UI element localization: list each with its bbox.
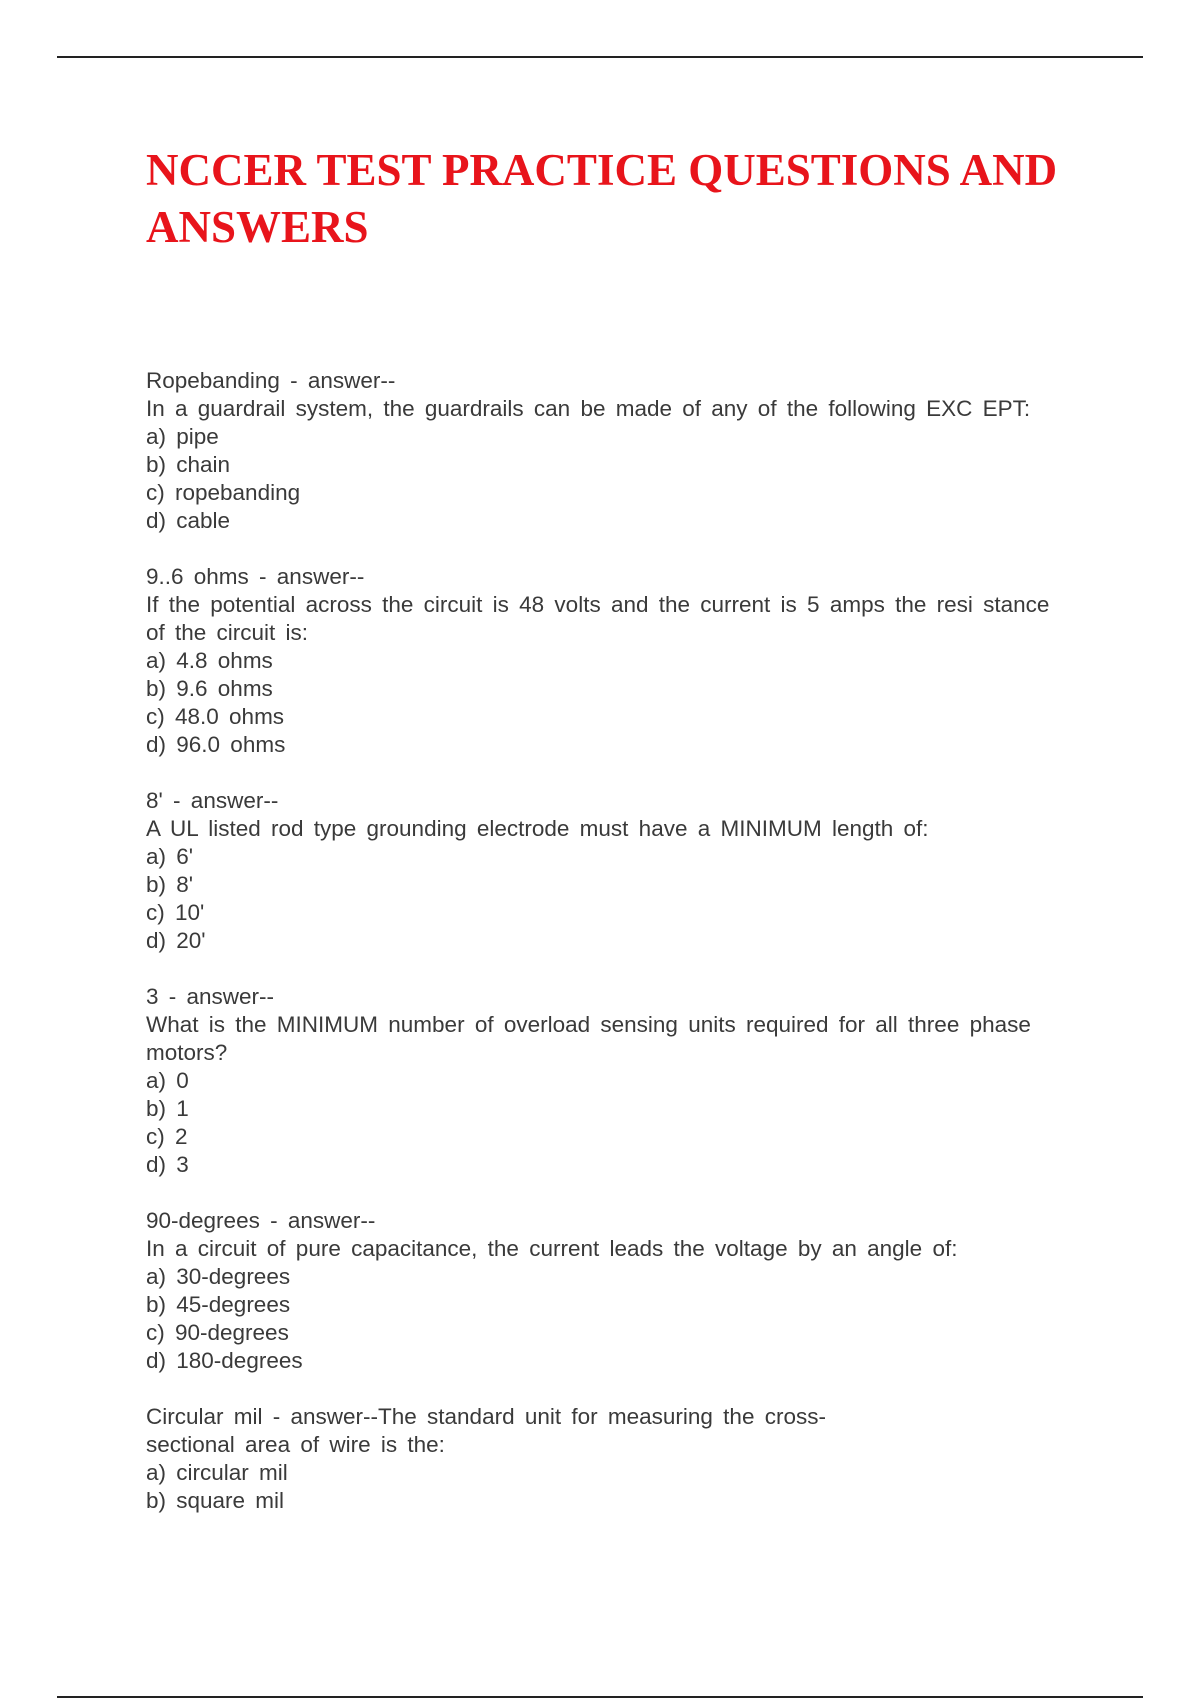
- option-b: b) chain: [146, 452, 231, 477]
- option-d: d) 3: [146, 1152, 189, 1177]
- qa-item: [146, 1403, 1056, 1515]
- question-text: sectional area of wire is the:: [146, 1432, 445, 1457]
- option-b: b) square mil: [146, 1488, 285, 1513]
- option-b: b) 1: [146, 1096, 189, 1121]
- qa-item: [146, 983, 1056, 1179]
- question-text: In a guardrail system, the guardrails can be made of any of the following EXC EPT:: [146, 396, 1031, 421]
- option-b: b) 8': [146, 872, 194, 897]
- option-a: a) 4.8 ohms: [146, 648, 273, 673]
- question-text: A UL listed rod type grounding electrode must have a MINIMUM length of:: [146, 816, 929, 841]
- answer-heading: 3 - answer--: [146, 984, 275, 1009]
- answer-heading: 90-degrees - answer--: [146, 1208, 376, 1233]
- option-c: c) 90-degrees: [146, 1320, 289, 1345]
- answer-heading: 8' - answer--: [146, 788, 279, 813]
- option-d: d) 180-degrees: [146, 1348, 303, 1373]
- answer-heading: Ropebanding - answer--: [146, 368, 396, 393]
- option-d: d) 96.0 ohms: [146, 732, 286, 757]
- option-a: a) 30-degrees: [146, 1264, 291, 1289]
- option-d: d) cable: [146, 508, 231, 533]
- question-text: If the potential across the circuit is 48 volts and the current is 5 amps the resi stance of the circuit is:: [146, 592, 1050, 645]
- option-c: c) 48.0 ohms: [146, 704, 285, 729]
- qa-item: [146, 367, 1056, 535]
- bottom-rule: [57, 1696, 1143, 1698]
- answer-heading: Circular mil - answer--The standard unit for measuring the cross-: [146, 1404, 826, 1429]
- option-c: c) 10': [146, 900, 205, 925]
- option-b: b) 9.6 ohms: [146, 676, 273, 701]
- question-text: In a circuit of pure capacitance, the current leads the voltage by an angle of:: [146, 1236, 958, 1261]
- option-d: d) 20': [146, 928, 206, 953]
- option-c: c) 2: [146, 1124, 188, 1149]
- option-c: c) ropebanding: [146, 480, 301, 505]
- qa-item: [146, 563, 1056, 759]
- option-b: b) 45-degrees: [146, 1292, 291, 1317]
- option-a: a) 6': [146, 844, 194, 869]
- option-a: a) circular mil: [146, 1460, 288, 1485]
- qa-list: [146, 367, 1056, 1543]
- top-rule: [57, 56, 1143, 58]
- qa-item: [146, 787, 1056, 955]
- option-a: a) pipe: [146, 424, 219, 449]
- answer-heading: 9..6 ohms - answer--: [146, 564, 365, 589]
- question-text: What is the MINIMUM number of overload sensing units required for all three phase motors?: [146, 1012, 1031, 1065]
- document-title: NCCER TEST PRACTICE QUESTIONS AND ANSWERS: [146, 145, 1058, 252]
- qa-item: [146, 1207, 1056, 1375]
- option-a: a) 0: [146, 1068, 189, 1093]
